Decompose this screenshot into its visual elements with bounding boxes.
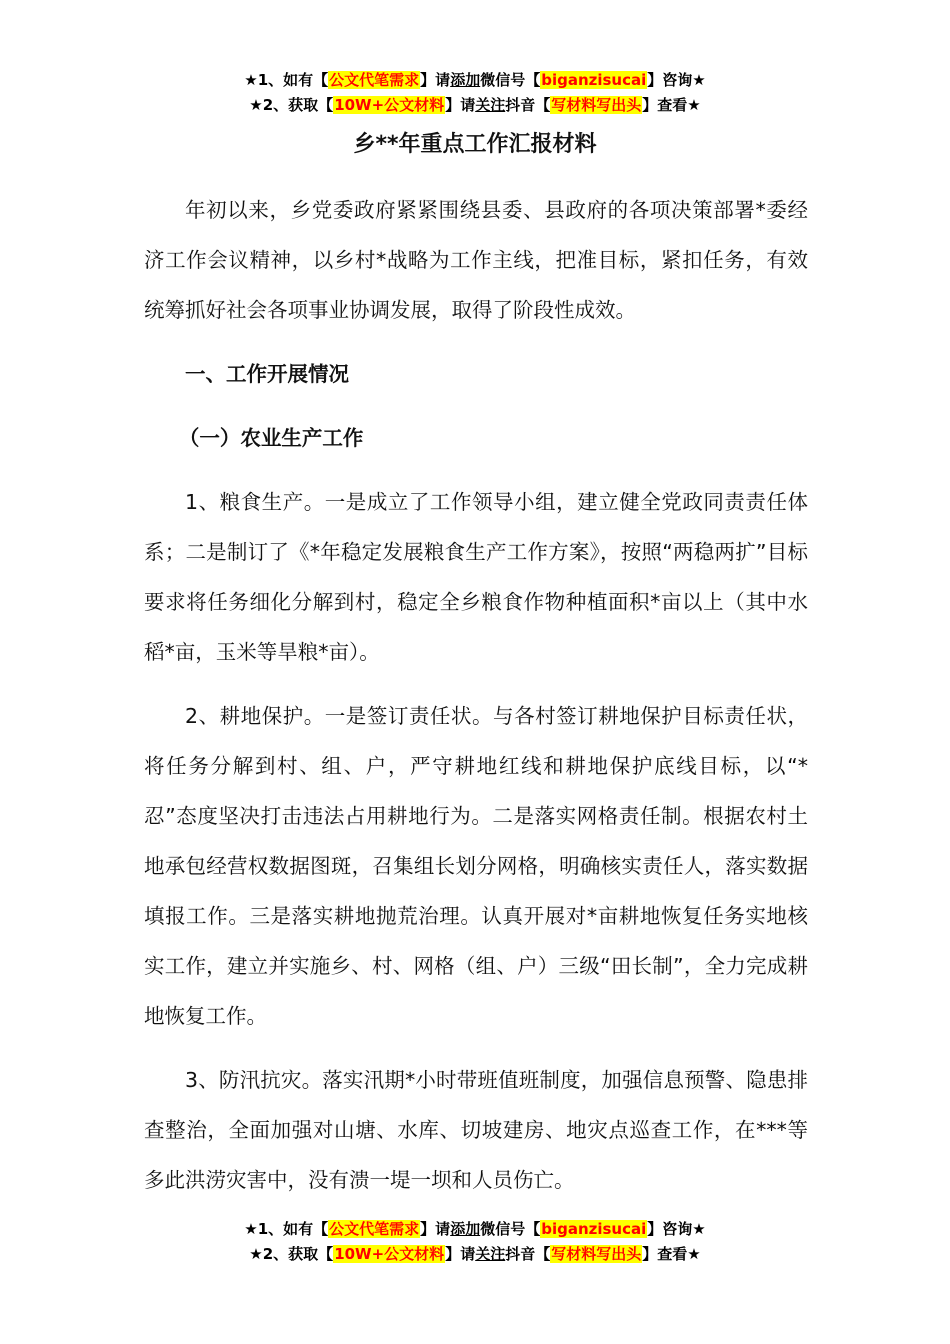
banner-text: 抖音【: [505, 96, 551, 114]
highlight-service: 公文代笔需求: [329, 1220, 420, 1238]
banner-text: 】查看★: [642, 96, 701, 114]
intro-paragraph: 年初以来，乡党委政府紧紧围绕县委、县政府的各项决策部署*委经济工作会议精神，以乡村*战略为工作主线，把准目标，紧扣任务，有效统筹抓好社会各项事业协调发展，取得了阶段性成效。: [144, 198, 808, 322]
banner-text: 】请: [445, 1245, 476, 1263]
highlight-douyin: 写材料写出头: [551, 1245, 642, 1263]
document-title: 乡**年重点工作汇报材料: [353, 132, 597, 157]
footer-banner: [0, 1217, 950, 1267]
banner-line-1: [0, 68, 950, 93]
highlight-materials: 10W+公文材料: [334, 96, 445, 114]
banner-line-1: [0, 1217, 950, 1242]
banner-text: 】查看★: [642, 1245, 701, 1263]
banner-text: 微信号【: [480, 1220, 541, 1238]
banner-line-2: [0, 1242, 950, 1267]
banner-text: ★1、如有【: [244, 71, 329, 89]
banner-underline-text: 添加: [450, 1220, 481, 1238]
banner-text: ★2、获取【: [249, 1245, 334, 1263]
header-banner: [0, 68, 950, 118]
subsection-heading: （一）农业生产工作: [178, 426, 364, 450]
banner-text: 抖音【: [505, 1245, 551, 1263]
banner-text: 】咨询★: [647, 1220, 706, 1238]
highlight-service: 公文代笔需求: [329, 71, 420, 89]
banner-underline-text: 关注: [475, 1245, 506, 1263]
banner-underline-text: 添加: [450, 71, 481, 89]
section-heading: 一、工作开展情况: [185, 362, 349, 386]
document-body: [144, 185, 808, 1219]
banner-text: 】请: [445, 96, 476, 114]
highlight-douyin: 写材料写出头: [551, 96, 642, 114]
banner-text: 】咨询★: [647, 71, 706, 89]
paragraph-grain-production: 1、粮食生产。一是成立了工作领导小组，建立健全党政同责责任体系；二是制订了《*年稳定发展粮食生产工作方案》，按照“两稳两扩”目标要求将任务细化分解到村，稳定全乡粮食作物种植面积*亩以上（其中水稻*亩，玉米等旱粮*亩）。: [144, 490, 808, 664]
highlight-wechat-id: biganzisucai: [541, 71, 647, 89]
paragraph-flood-control: 3、防汛抗灾。落实汛期*小时带班值班制度，加强信息预警、隐患排查整治，全面加强对山塘、水库、切坡建房、地灾点巡查工作，在***等多此洪涝灾害中，没有溃一堤一坝和人员伤亡。: [144, 1068, 808, 1192]
highlight-materials: 10W+公文材料: [334, 1245, 445, 1263]
highlight-wechat-id: biganzisucai: [541, 1220, 647, 1238]
banner-underline-text: 关注: [475, 96, 506, 114]
paragraph-farmland-protection: 2、耕地保护。一是签订责任状。与各村签订耕地保护目标责任状，将任务分解到村、组、户，严守耕地红线和耕地保护底线目标，以“*忍”态度坚决打击违法占用耕地行为。二是落实网格责任制。根据农村土地承包经营权数据图斑，召集组长划分网格，明确核实责任人，落实数据填报工作。三是落实耕地抛荒治理。认真开展对*亩耕地恢复任务实地核实工作，建立并实施乡、村、网格（组、户）三级“田长制”，全力完成耕地恢复工作。: [144, 704, 808, 1028]
banner-text: ★2、获取【: [249, 96, 334, 114]
banner-text: 】请: [420, 1220, 451, 1238]
banner-text: 微信号【: [480, 71, 541, 89]
banner-line-2: [0, 93, 950, 118]
banner-text: ★1、如有【: [244, 1220, 329, 1238]
banner-text: 】请: [420, 71, 451, 89]
